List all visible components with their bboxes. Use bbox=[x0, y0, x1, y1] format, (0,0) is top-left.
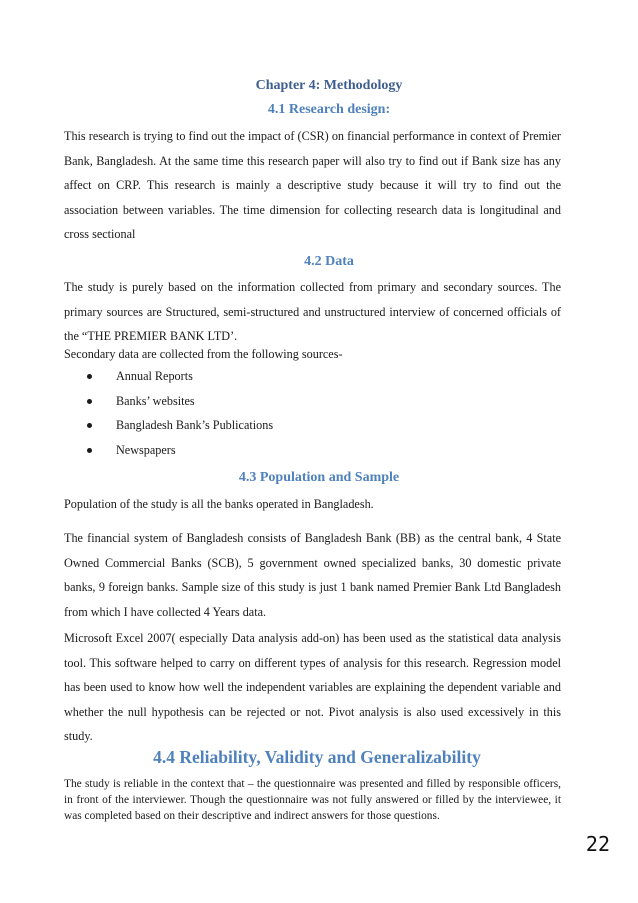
research-design-paragraph: This research is trying to find out the impact of (CSR) on financial performance in context of Premier Bank, Bangladesh. At the same time this research paper will also try to find out if Bank size has any affect on CRP. This research is mainly a descriptive study because it will try to find out the association between variables. The time dimension for collecting research data is longitudinal and cross sectional bbox=[64, 129, 561, 241]
page-number: 22 bbox=[585, 832, 610, 856]
list-item: Newspapers bbox=[64, 438, 273, 463]
heading-population-sample: 4.3 Population and Sample bbox=[238, 470, 400, 485]
bullet-icon bbox=[87, 423, 92, 428]
list-item: Annual Reports bbox=[64, 364, 273, 389]
population-paragraph-1: Population of the study is all the banks operated in Bangladesh. bbox=[64, 497, 374, 511]
heading-reliability: 4.4 Reliability, Validity and Generalizability bbox=[153, 747, 481, 767]
secondary-sources-list bbox=[64, 364, 273, 462]
population-paragraph-3: Microsoft Excel 2007( especially Data analysis add-on) has been used as the statistical data analysis tool. This software helped to carry on different types of analysis for this research. Regression model has been used to know how well the independent variables are explaining the dependent variable and whether the null hypothesis can be rejected or not. Pivot analysis is also used excessively in this study. bbox=[64, 631, 561, 743]
secondary-data-intro: Secondary data are collected from the following sources- bbox=[64, 347, 343, 361]
heading-research-design: 4.1 Research design: bbox=[267, 102, 391, 117]
bullet-icon bbox=[87, 448, 92, 453]
heading-data: 4.2 Data bbox=[304, 254, 354, 269]
reliability-paragraph: The study is reliable in the context that – the questionnaire was presented and filled by responsible officers, in front of the interviewer. Though the questionnaire was not fully answered or filled by the interviewee, it was completed based on their descriptive and indirect answers for those questions. bbox=[64, 778, 561, 822]
chapter-title: Chapter 4: Methodology bbox=[255, 78, 403, 93]
population-paragraph-2: The financial system of Bangladesh consists of Bangladesh Bank (BB) as the central bank, 4 State Owned Commercial Banks (SCB), 5 government owned specialized banks, 30 domestic private banks, 9 foreign banks. Sample size of this study is just 1 bank named Premier Bank Ltd Bangladesh from which I have collected 4 Years data. bbox=[64, 531, 561, 619]
bullet-icon bbox=[87, 374, 92, 379]
list-item: Bangladesh Bank’s Publications bbox=[64, 413, 273, 438]
list-item: Banks’ websites bbox=[64, 389, 273, 414]
data-paragraph: The study is purely based on the information collected from primary and secondary sources. The primary sources are Structured, semi-structured and unstructured interview of concerned officials of the “THE PREMIER BANK LTD’. bbox=[64, 280, 561, 343]
bullet-icon bbox=[87, 399, 92, 404]
